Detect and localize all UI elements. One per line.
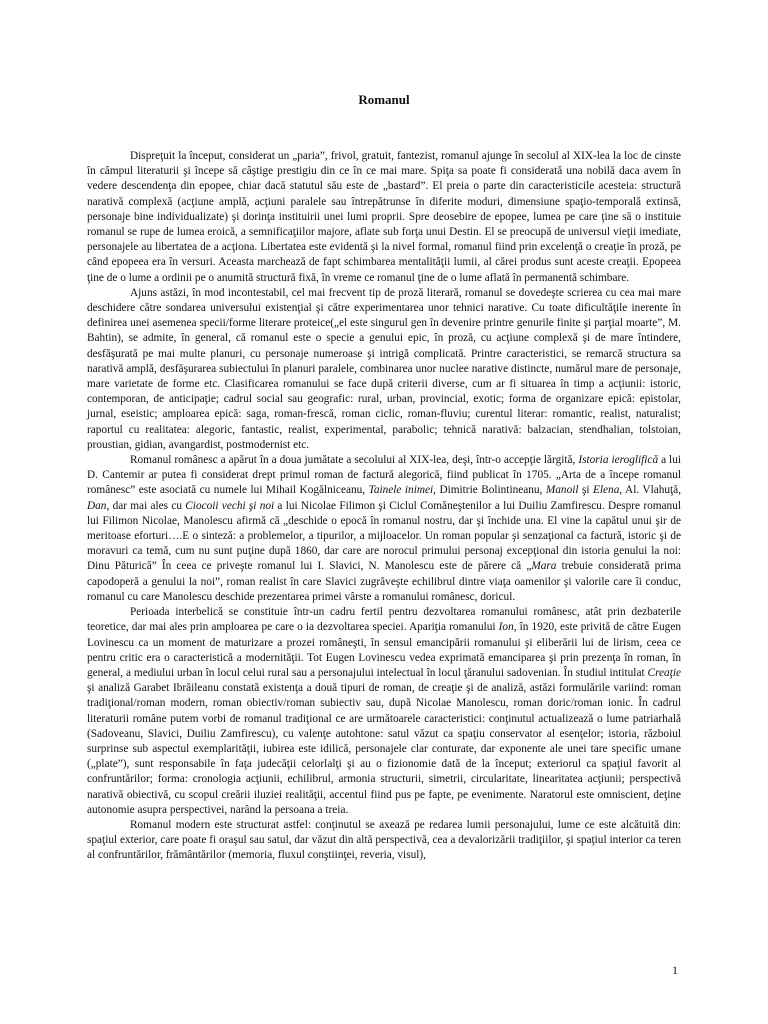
- page-title: Romanul: [358, 92, 410, 107]
- italic-title: Ion,: [498, 621, 517, 634]
- italic-title: Tainele inimei,: [368, 484, 436, 497]
- italic-title: Istoria ieroglifică: [578, 454, 659, 467]
- paragraph: Romanul modern este structurat astfel: conţinutul se axează pe redarea lumii personajului, lume ce este alcătuită din: spaţiul exterior, care poate fi oraşul sau satul, dar văzut din altă perspectivă, cea a devalorizării tradiţiilor, şi spaţiul interior ca teren al confruntărilor, frământărilor (memoria, fluxul conştiinţei, reveria, visul),: [87, 818, 681, 862]
- article-body: [87, 149, 681, 864]
- italic-title: Manoil: [545, 484, 579, 497]
- italic-title: Elena: [593, 484, 620, 497]
- page-number: 1: [672, 963, 678, 977]
- italic-title: Creaţie: [647, 666, 681, 679]
- paragraph: Dispreţuit la început, considerat un „paria”, frivol, gratuit, fantezist, romanul ajunge în secolul al XIX-lea la loc de cinste în câmpul literaturii şi începe să câştige prestigiu din ce în ce mai mare. Spiţa sa poate fi considerată una nobilă daca avem în vedere descendenţa din epopee, chiar dacă statutul său este de „bastard”. El preia o parte din caracteristicile acesteia: structură narativă complexă (acţiune amplă, acţiuni paralele sau întrepătrunse în diferite moduri, dimensiune spaţio-temporală extinsă, personaje bine individualizate) şi dorinţa instituirii unei lumi proprii. Spre deosebire de epopee, lumea pe care ţine să o instituie romanul se rupe de lumea eroică, a semnificaţiilor majore, aflate sub forţa unui Destin. El se preocupă de universul vieţii imediate, personajele au libertatea de a acţiona. Libertatea este evidentă şi la nivel formal, romanul fiind prin excelenţă o creaţie în proză, pe când epopeea era în versuri. Aceasta marchează de fapt schimbarea mentalităţii lumii, al cărei produs sunt aceste creaţii. Epopeea ţine de o lume a ordinii pe o anumită structură fixă, în vreme ce romanul ţine de o lume aflată în permanentă schimbare.: [87, 150, 681, 284]
- paragraph: Romanul românesc a apărut în a doua jumătate a secolului al XIX-lea, deşi, într-o accepţie lărgită, Istoria ieroglifică a lui D. Cantemir ar putea fi considerat drept primul roman de factură alegorică, fiind publicat în 1705. „Arta de a începe romanul românesc” este asociată cu numele lui Mihail Kogălniceanu, Tainele inimei, Dimitrie Bolintineanu, Manoil şi Elena, Al. Vlahuţă, Dan, dar mai ales cu Ciocoii vechi şi noi a lui Nicolae Filimon şi Ciclul Comăneştenilor a lui Duiliu Zamfirescu. Despre romanul lui Filimon Nicolae, Manolescu afirmă că „deschide o epocă în romanul nostru, dar şi închide una. El vine la capătul unui şir de meritoase eforturi….E o sinteză: a problemelor, a tipurilor, a mijloacelor. Un roman popular şi senzaţional ca factură, istoric şi de moravuri ca temă, cum nu sunt puţine după 1860, dar care are norocul primului personaj excepţional din istoria genului la noi: Dinu Păturică” În ceea ce priveşte romanul lui I. Slavici, N. Manolescu este de părere că „Mara trebuie considerată prima capodoperă a genului la noi”, roman realist în care Slavici zugrăveşte echilibrul dintre viaţa oamenilor şi valorile care îi conduc, romanul cu care Manolescu deschide prezentarea primei vârste a romanului românesc, doricul.: [87, 454, 682, 603]
- paragraph: Ajuns astăzi, în mod incontestabil, cel mai frecvent tip de proză literară, romanul se dovedeşte scrierea cu cea mai mare deschidere către sondarea universului existenţial şi către experimentarea unor tehnici narative. Cu toate dificultăţile inerente în definirea unei asemenea specii/forme literare proteice(„el este singurul gen în devenire printre genurile finite şi parţial moarte”, M. Bahtin), se admite, în general, că romanul este o specie a genului epic, în proză, cu acţiune complexă şi de mare întindere, desfăşurată pe mai multe planuri, cu personaje numeroase şi intrigă complicată. Printre caracteristici, se remarcă structura sa narativă amplă, desfăşurarea subiectului în planuri paralele, combinarea unor nuclee narative distincte, numărul mare de personaje, mare varietate de forme etc. Clasificarea romanului se face după criterii diverse, cum ar fi situarea în timp a acţiunii: istoric, contemporan, de anticipaţie; cadrul social sau geografic: rural, urban, provincial, exotic; forma de organizare epică: epistolar, jurnal, eseistic; amploarea epică: saga, roman-frescă, roman ciclic, roman-fluviu; curentul literar: romantic, realist, naturalist; raportul cu realitatea: alegoric, fantastic, realist, experimental, parabolic; tehnică narativă: balzacian, stendhalian, tolstoian, proustian, gidian, avangardist, postmodernist etc.: [87, 286, 681, 451]
- italic-title: Ciocoii vechi şi noi: [185, 499, 275, 512]
- italic-title: Mara: [531, 560, 557, 573]
- paragraph: Perioada interbelică se constituie într-un cadru fertil pentru dezvoltarea romanului românesc, atât prin dezbaterile teoretice, dar mai ales prin amploarea pe care o ia dezvoltarea speciei. Apariţia romanului Ion, în 1920, este privită de către Eugen Lovinescu ca un moment de maturizare a prozei româneşti, în sensul emancipării romanului şi eliberării lui de lirism, ceea ce pentru critic era o caracteristică a modernităţii. Tot Eugen Lovinescu vedea exprimată emanciparea şi prin prezenţa în roman, în general, a mediului urban în locul celui rural sau a personajului intelectual în locul ţăranului sadovenian. În studiul intitulat Creaţie şi analiză Garabet Ibrăileanu constată existenţa a două tipuri de roman, de creaţie şi de analiză, astăzi formulările variind: roman tradiţional/roman modern, roman obiectiv/roman subiectiv sau, după Nicolae Manolescu, roman doric/roman ionic. În cadrul literaturii române putem vorbi de romanul tradiţional ce are următoarele caracteristici: conţinutul actualizează o lume patriarhală (Sadoveanu, Slavici, Duiliu Zamfirescu), cu valenţe autohtone: satul văzut ca spaţiu conservator al esenţelor; istoria, războiul surprinse sub aspectul exemplarităţii, iubirea este idilică, personajele clar conturate, dar exponente ale unei tare specific umane („plate”), sunt responsabile în faţa judecăţii celorlalţi şi au o fizionomie dată de la început; exteriorul ca spaţiul favorit al confruntărilor; forma: cronologia acţiunii, echilibrul, armonia structurii, simetrii, circularitate, linearitatea acţiunii; perspectivă narativă obiectivă, cu scopul creării iluziei realităţii, accentul fiind pus pe fapte, pe evenimente. Naratorul este omniscient, deţine autonomie asupra perspectivei, narând la persoana a treia.: [87, 606, 681, 816]
- italic-title: Dan: [87, 499, 107, 512]
